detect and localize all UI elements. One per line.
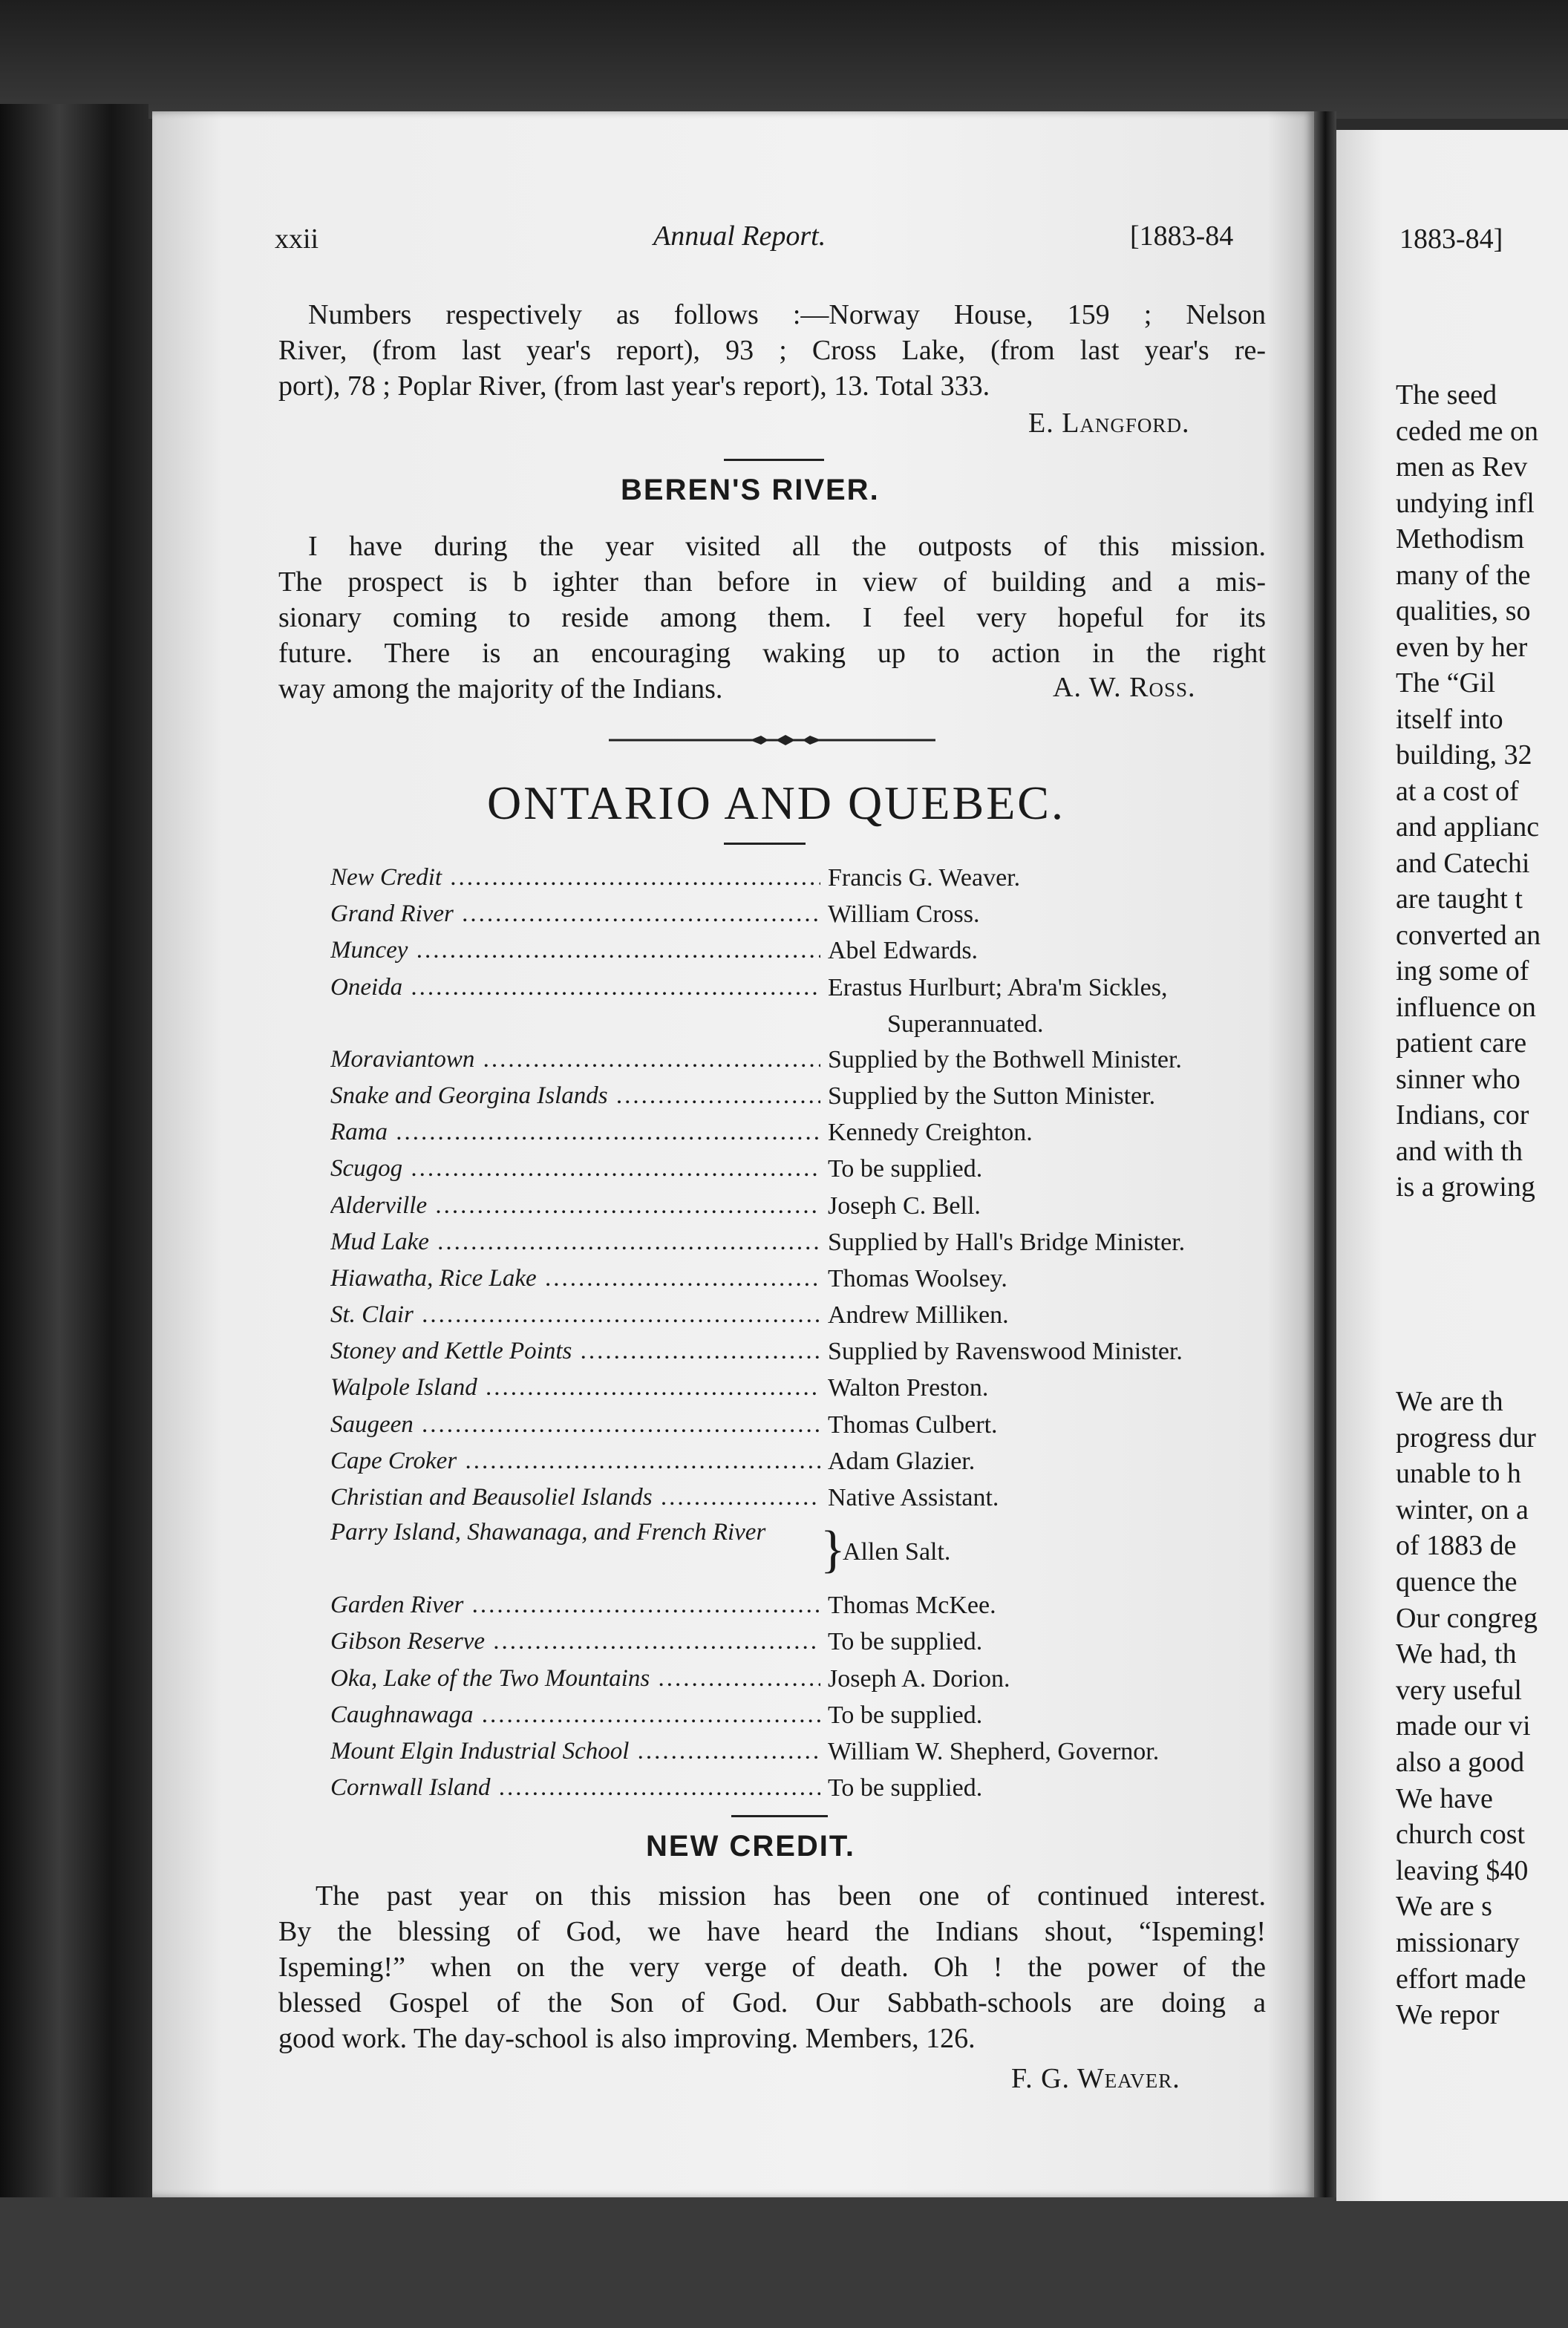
section-rule [724, 843, 806, 845]
mission-place: Muncey ..... [330, 932, 820, 969]
text-line: patient care [1396, 1027, 1527, 1059]
page-number: xxii [275, 223, 319, 255]
table-row [330, 1661, 1281, 1697]
missionary-name: Francis G. Weaver. [828, 864, 1021, 892]
mission-place: New Credit ..... [330, 860, 820, 896]
mission-place: Parry Island, Shawanaga, and French River [330, 1519, 766, 1546]
missionary-name: Kennedy Creighton. [828, 1119, 1033, 1147]
text-line: sinner who [1396, 1063, 1520, 1095]
mission-place: Stoney and Kettle Points ..... [330, 1333, 820, 1370]
signature: A. W. Ross. [1053, 672, 1196, 703]
section-heading: BEREN'S RIVER. [621, 474, 880, 506]
missionary-name: Erastus Hurlburt; Abra'm Sickles, [828, 973, 1168, 1001]
missionary-name: Walton Preston. [828, 1374, 989, 1402]
table-row [330, 1261, 1281, 1297]
text-line: winter, on a [1396, 1494, 1529, 1526]
missionary-name: Joseph C. Bell. [828, 1191, 981, 1220]
text-line: future. There is an encouraging waking up to action in the right [278, 638, 1266, 669]
text-line: We are s [1396, 1891, 1492, 1923]
missionary-name: Supplied by the Sutton Minister. [828, 1082, 1156, 1110]
norway-house-paragraph [278, 297, 1266, 404]
missions-table [330, 860, 1281, 1806]
text-line: We have [1396, 1782, 1493, 1814]
header-year: [1883-84 [1130, 220, 1234, 252]
section-heading-large: ONTARIO AND QUEBEC. [487, 776, 1065, 829]
text-line: We are th [1396, 1386, 1503, 1417]
table-row [330, 1624, 1281, 1660]
table-row [330, 1443, 1281, 1479]
text-line: good work. The day-school is also improving. Members, 126. [278, 2023, 976, 2054]
table-row [330, 1042, 1281, 1078]
table-row [330, 1333, 1281, 1370]
text-line: Our congreg [1396, 1602, 1538, 1634]
text-line: Numbers respectively as follows :—Norway House, 159 ; Nelson [308, 299, 1266, 330]
missionary-name: Supplied by Hall's Bridge Minister. [828, 1228, 1186, 1256]
signature: F. G. Weaver. [1011, 2063, 1180, 2094]
text-line: quence the [1396, 1566, 1518, 1598]
text-line: Methodism [1396, 523, 1525, 555]
text-line: The past year on this mission has been one of continued interest. [316, 1880, 1266, 1912]
table-row [330, 1297, 1281, 1333]
text-line: itself into [1396, 703, 1503, 735]
mission-place: Gibson Reserve ..... [330, 1624, 820, 1660]
table-row [330, 1770, 1281, 1806]
text-line: blessed Gospel of the Son of God. Our Sabbath-schools are doing a [278, 1987, 1266, 2018]
text-line: men as Rev [1396, 451, 1528, 483]
mission-place: Alderville ..... [330, 1188, 820, 1224]
missionary-name: Adam Glazier. [828, 1447, 976, 1475]
text-line: The seed [1396, 379, 1497, 411]
text-line: building, 32 [1396, 739, 1532, 771]
mission-place: Christian and Beausoliel Islands ..... [330, 1479, 820, 1516]
running-head: Annual Report. [653, 220, 826, 252]
text-line: and with th [1396, 1135, 1523, 1167]
table-row [330, 1587, 1281, 1624]
table-row [330, 1188, 1281, 1224]
table-row [330, 1733, 1281, 1770]
text-line: port), 78 ; Poplar River, (from last year's report), 13. Total 333. [278, 370, 990, 402]
header-year: 1883-84] [1399, 223, 1503, 255]
table-row [330, 1114, 1281, 1151]
brace-glyph: } [820, 1521, 846, 1579]
text-line: River, (from last year's report), 93 ; Cross Lake, (from last year's re- [278, 335, 1266, 366]
table-row [330, 970, 1281, 1006]
text-line: many of the [1396, 559, 1531, 591]
mission-place: Grand River ..... [330, 896, 820, 932]
table-row [330, 896, 1281, 932]
section-rule [731, 1815, 828, 1817]
section-heading: NEW CREDIT. [646, 1830, 855, 1863]
missionary-name: To be supplied. [828, 1774, 983, 1802]
table-row [330, 1479, 1281, 1516]
mission-place: Garden River ..... [330, 1587, 820, 1624]
text-line: undying infl [1396, 487, 1535, 519]
missionary-name: To be supplied. [828, 1155, 983, 1183]
mission-place: Snake and Georgina Islands ..... [330, 1078, 820, 1114]
missionary-name: William W. Shepherd, Governor. [828, 1737, 1160, 1765]
background-top [0, 0, 1568, 119]
mission-place: Caughnawaga ..... [330, 1697, 820, 1733]
mission-place: Cornwall Island ..... [330, 1770, 820, 1806]
mission-place: Scugog ..... [330, 1151, 820, 1187]
missionary-name: Thomas Woolsey. [828, 1264, 1007, 1292]
mission-place: Cape Croker ..... [330, 1443, 820, 1479]
signature: E. Langford. [1028, 408, 1190, 439]
text-line: I have during the year visited all the outposts of this mission. [308, 531, 1266, 562]
text-line: progress dur [1396, 1422, 1536, 1454]
text-line: way among the majority of the Indians. [278, 673, 723, 704]
ornamental-rule [609, 731, 935, 749]
book-spine [0, 104, 148, 2205]
table-row [330, 1697, 1281, 1733]
mission-place: Mud Lake ..... [330, 1224, 820, 1261]
missionary-name: Thomas McKee. [828, 1592, 996, 1620]
text-line: at a cost of [1396, 775, 1519, 807]
text-line: The prospect is b ighter than before in view of building and a mis- [278, 566, 1266, 598]
new-credit-paragraph [278, 1878, 1266, 2056]
table-row [330, 1078, 1281, 1114]
table-row [330, 1224, 1281, 1261]
table-row [330, 1407, 1281, 1443]
text-line: also a good [1396, 1747, 1525, 1778]
text-line: made our vi [1396, 1710, 1531, 1742]
table-row [330, 1516, 1281, 1587]
text-line: We had, th [1396, 1638, 1517, 1670]
missionary-name: Joseph A. Dorion. [828, 1664, 1010, 1693]
text-line: ing some of [1396, 955, 1529, 987]
mission-place: Hiawatha, Rice Lake ..... [330, 1261, 820, 1297]
section-rule [724, 459, 824, 461]
text-line: unable to h [1396, 1458, 1521, 1490]
missionary-name: Supplied by Ravenswood Minister. [828, 1338, 1183, 1366]
text-line: missionary [1396, 1927, 1520, 1958]
text-line: Ispeming!” when on the very verge of death. Oh ! the power of the [278, 1952, 1266, 1983]
background-bottom [0, 2197, 1568, 2328]
text-line: and applianc [1396, 811, 1540, 843]
text-line: of 1883 de [1396, 1530, 1517, 1562]
text-line: very useful [1396, 1674, 1522, 1706]
table-row [330, 932, 1281, 969]
missionary-name: Thomas Culbert. [828, 1410, 998, 1439]
page-gutter [1314, 111, 1336, 2197]
missionary-name: Abel Edwards. [828, 937, 979, 965]
text-line: qualities, so [1396, 595, 1531, 627]
table-row [330, 1151, 1281, 1187]
text-line: leaving $40 [1396, 1854, 1529, 1886]
mission-place: Moraviantown ..... [330, 1042, 820, 1078]
table-row [330, 860, 1281, 896]
missionary-name: To be supplied. [828, 1628, 983, 1656]
mission-place: Mount Elgin Industrial School ..... [330, 1733, 820, 1770]
text-line: effort made [1396, 1963, 1526, 1995]
mission-place: Saugeen ..... [330, 1407, 820, 1443]
mission-place: Oneida ..... [330, 970, 820, 1006]
text-line: By the blessing of God, we have heard the Indians shout, “Ispeming! [278, 1916, 1266, 1947]
missionary-name: Allen Salt. [843, 1538, 951, 1566]
text-line: converted an [1396, 919, 1541, 951]
missionary-name: Superannuated. [887, 1010, 1044, 1038]
text-line: are taught t [1396, 883, 1523, 915]
text-line: The “Gil [1396, 667, 1496, 699]
text-line: even by her [1396, 631, 1528, 663]
mission-place: Rama ..... [330, 1114, 820, 1151]
text-line: Indians, cor [1396, 1099, 1529, 1131]
missionary-name: Andrew Milliken. [828, 1301, 1009, 1330]
mission-place: Oka, Lake of the Two Mountains ..... [330, 1661, 820, 1697]
mission-place: St. Clair ..... [330, 1297, 820, 1333]
mission-place: Walpole Island ..... [330, 1370, 820, 1406]
missionary-name: To be supplied. [828, 1701, 983, 1729]
text-line: is a growing [1396, 1171, 1535, 1203]
text-line: and Catechi [1396, 847, 1530, 879]
text-line: influence on [1396, 991, 1536, 1023]
text-line: sionary coming to reside among them. I feel very hopeful for its [278, 602, 1266, 633]
text-line: ceded me on [1396, 415, 1539, 447]
missionary-name: Native Assistant. [828, 1484, 999, 1511]
missionary-name: Supplied by the Bothwell Minister. [828, 1045, 1182, 1073]
missionary-name: William Cross. [828, 900, 980, 929]
text-line: church cost [1396, 1819, 1526, 1851]
text-line: We repor [1396, 1999, 1500, 2031]
table-row [330, 1370, 1281, 1406]
table-row [330, 1006, 1281, 1042]
